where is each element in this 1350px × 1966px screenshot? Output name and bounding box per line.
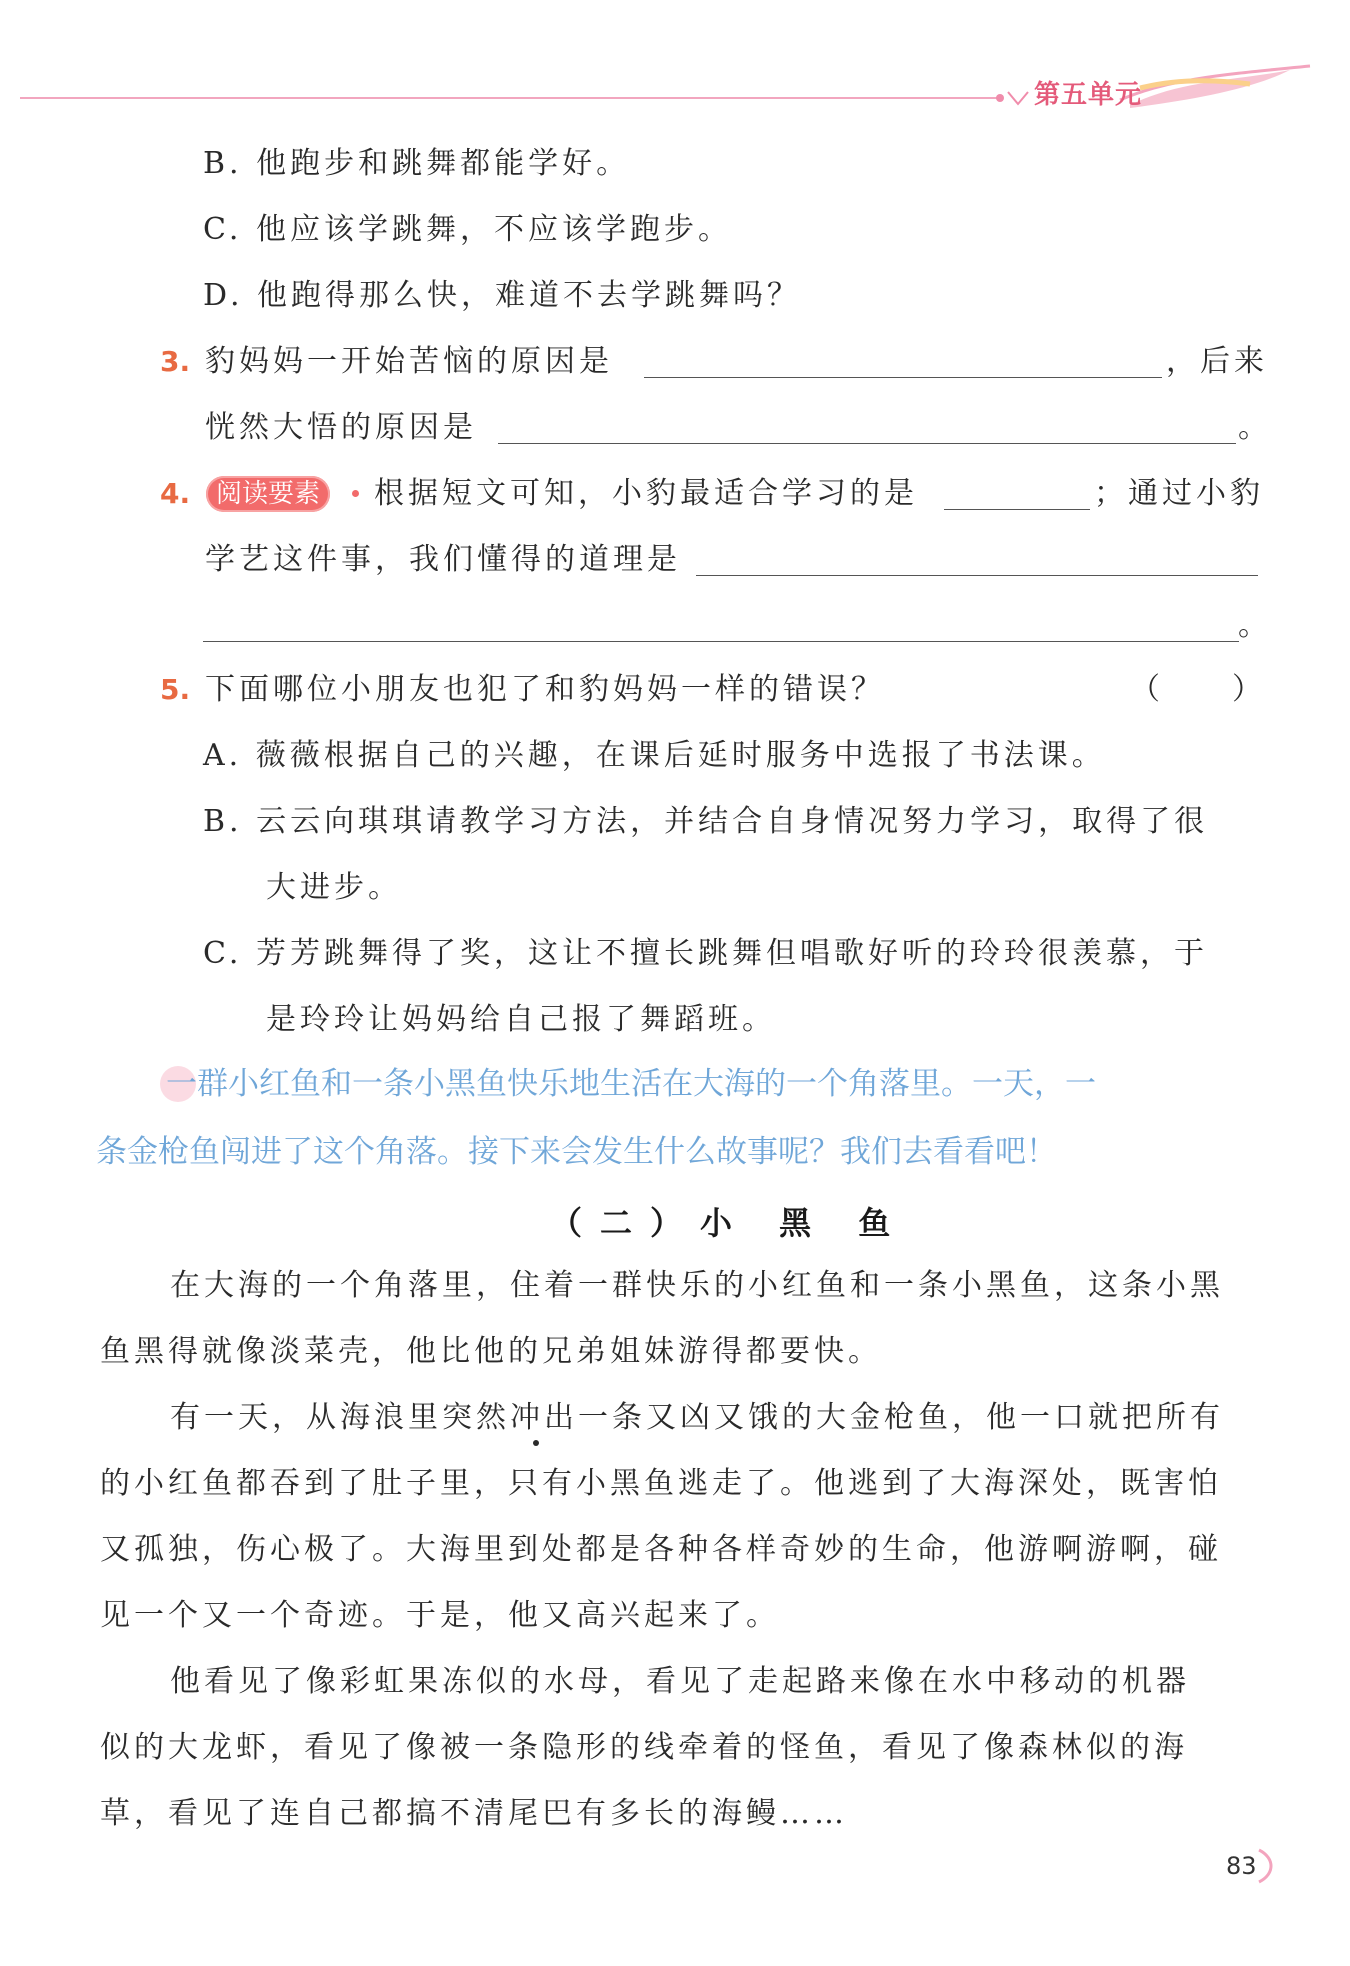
question-5-text: 下面哪位小朋友也犯了和豹妈妈一样的错误？ xyxy=(205,672,885,707)
intro-line-2: 条金枪鱼闯进了这个角落。接下来会发生什么故事呢？我们去看看吧！ xyxy=(96,1134,1057,1170)
question-5-option-c-cont: 是玲玲让妈妈给自己报了舞蹈班。 xyxy=(266,1002,776,1037)
intro-line-1: 一群小红鱼和一条小黑鱼快乐地生活在大海的一个角落里。一天，一 xyxy=(166,1066,1096,1102)
story-line-9: 草，看见了连自己都搞不清尾巴有多长的海鳗…… xyxy=(100,1796,848,1831)
question-4-number: 4. xyxy=(160,477,191,510)
story-title: （二）小 黑 鱼 xyxy=(550,1204,909,1242)
question-3-text: 豹妈妈一开始苦恼的原因是 xyxy=(205,344,613,379)
question-3-blank-2[interactable] xyxy=(498,443,1236,444)
question-4-text-cont: ；通过小豹 xyxy=(1094,476,1264,511)
question-4-text-line2: 学艺这件事，我们懂得的道理是 xyxy=(205,542,681,577)
story-line-6: 见一个又一个奇迹。于是，他又高兴起来了。 xyxy=(100,1598,780,1633)
question-4-end: 。 xyxy=(1238,608,1272,643)
story-line-8: 似的大龙虾，看见了像被一条隐形的线牵着的怪鱼，看见了像森林似的海 xyxy=(100,1730,1188,1765)
page-number: 83 xyxy=(1226,1852,1257,1880)
question-3-number: 3. xyxy=(160,345,191,378)
question-4-text: 根据短文可知，小豹最适合学习的是 xyxy=(374,476,918,511)
question-5-option-a: A. 薇薇根据自己的兴趣，在课后延时服务中选报了书法课。 xyxy=(203,738,1106,773)
reading-element-tag: 阅读要素 xyxy=(206,476,330,512)
question-3-text-cont: ，后来 xyxy=(1166,344,1268,379)
question-4-blank-1[interactable] xyxy=(944,509,1090,510)
story-line-3: 有一天，从海浪里突然冲出一条又凶又饿的大金枪鱼，他一口就把所有 xyxy=(170,1400,1224,1435)
story-line-4: 的小红鱼都吞到了肚子里，只有小黑鱼逃走了。他逃到了大海深处，既害怕 xyxy=(100,1466,1222,1501)
question-3-end: 。 xyxy=(1238,410,1272,445)
question-3-blank-1[interactable] xyxy=(644,377,1162,378)
option-b-line: B. 他跑步和跳舞都能学好。 xyxy=(203,146,631,181)
question-5-option-c: C. 芳芳跳舞得了奖，这让不擅长跳舞但唱歌好听的玲玲很羡慕，于 xyxy=(203,936,1208,971)
unit-title: 第五单元 xyxy=(1034,80,1143,110)
answer-bracket[interactable]: （ ） xyxy=(1130,672,1266,707)
option-c-line: C. 他应该学跳舞，不应该学跑步。 xyxy=(203,212,732,247)
page-number-decoration xyxy=(1255,1846,1281,1886)
question-5-option-b: B. 云云向琪琪请教学习方法，并结合自身情况努力学习，取得了很 xyxy=(203,804,1209,839)
tag-dot xyxy=(352,490,359,497)
story-line-1: 在大海的一个角落里，住着一群快乐的小红鱼和一条小黑鱼，这条小黑 xyxy=(170,1268,1224,1303)
story-line-7: 他看见了像彩虹果冻似的水母，看见了走起路来像在水中移动的机器 xyxy=(170,1664,1190,1699)
header-decoration xyxy=(0,60,1350,120)
question-5-number: 5. xyxy=(160,673,191,706)
emphasis-dot xyxy=(533,1440,539,1446)
question-3-text-line2: 恍然大悟的原因是 xyxy=(205,410,477,445)
question-4-blank-2[interactable] xyxy=(696,575,1258,576)
option-d-line: D. 他跑得那么快，难道不去学跳舞吗？ xyxy=(203,278,802,313)
question-5-option-b-cont: 大进步。 xyxy=(266,870,402,905)
story-line-5: 又孤独，伤心极了。大海里到处都是各种各样奇妙的生命，他游啊游啊，碰 xyxy=(100,1532,1222,1567)
question-4-blank-3[interactable] xyxy=(203,641,1239,642)
story-line-2: 鱼黑得就像淡菜壳，他比他的兄弟姐妹游得都要快。 xyxy=(100,1334,882,1369)
